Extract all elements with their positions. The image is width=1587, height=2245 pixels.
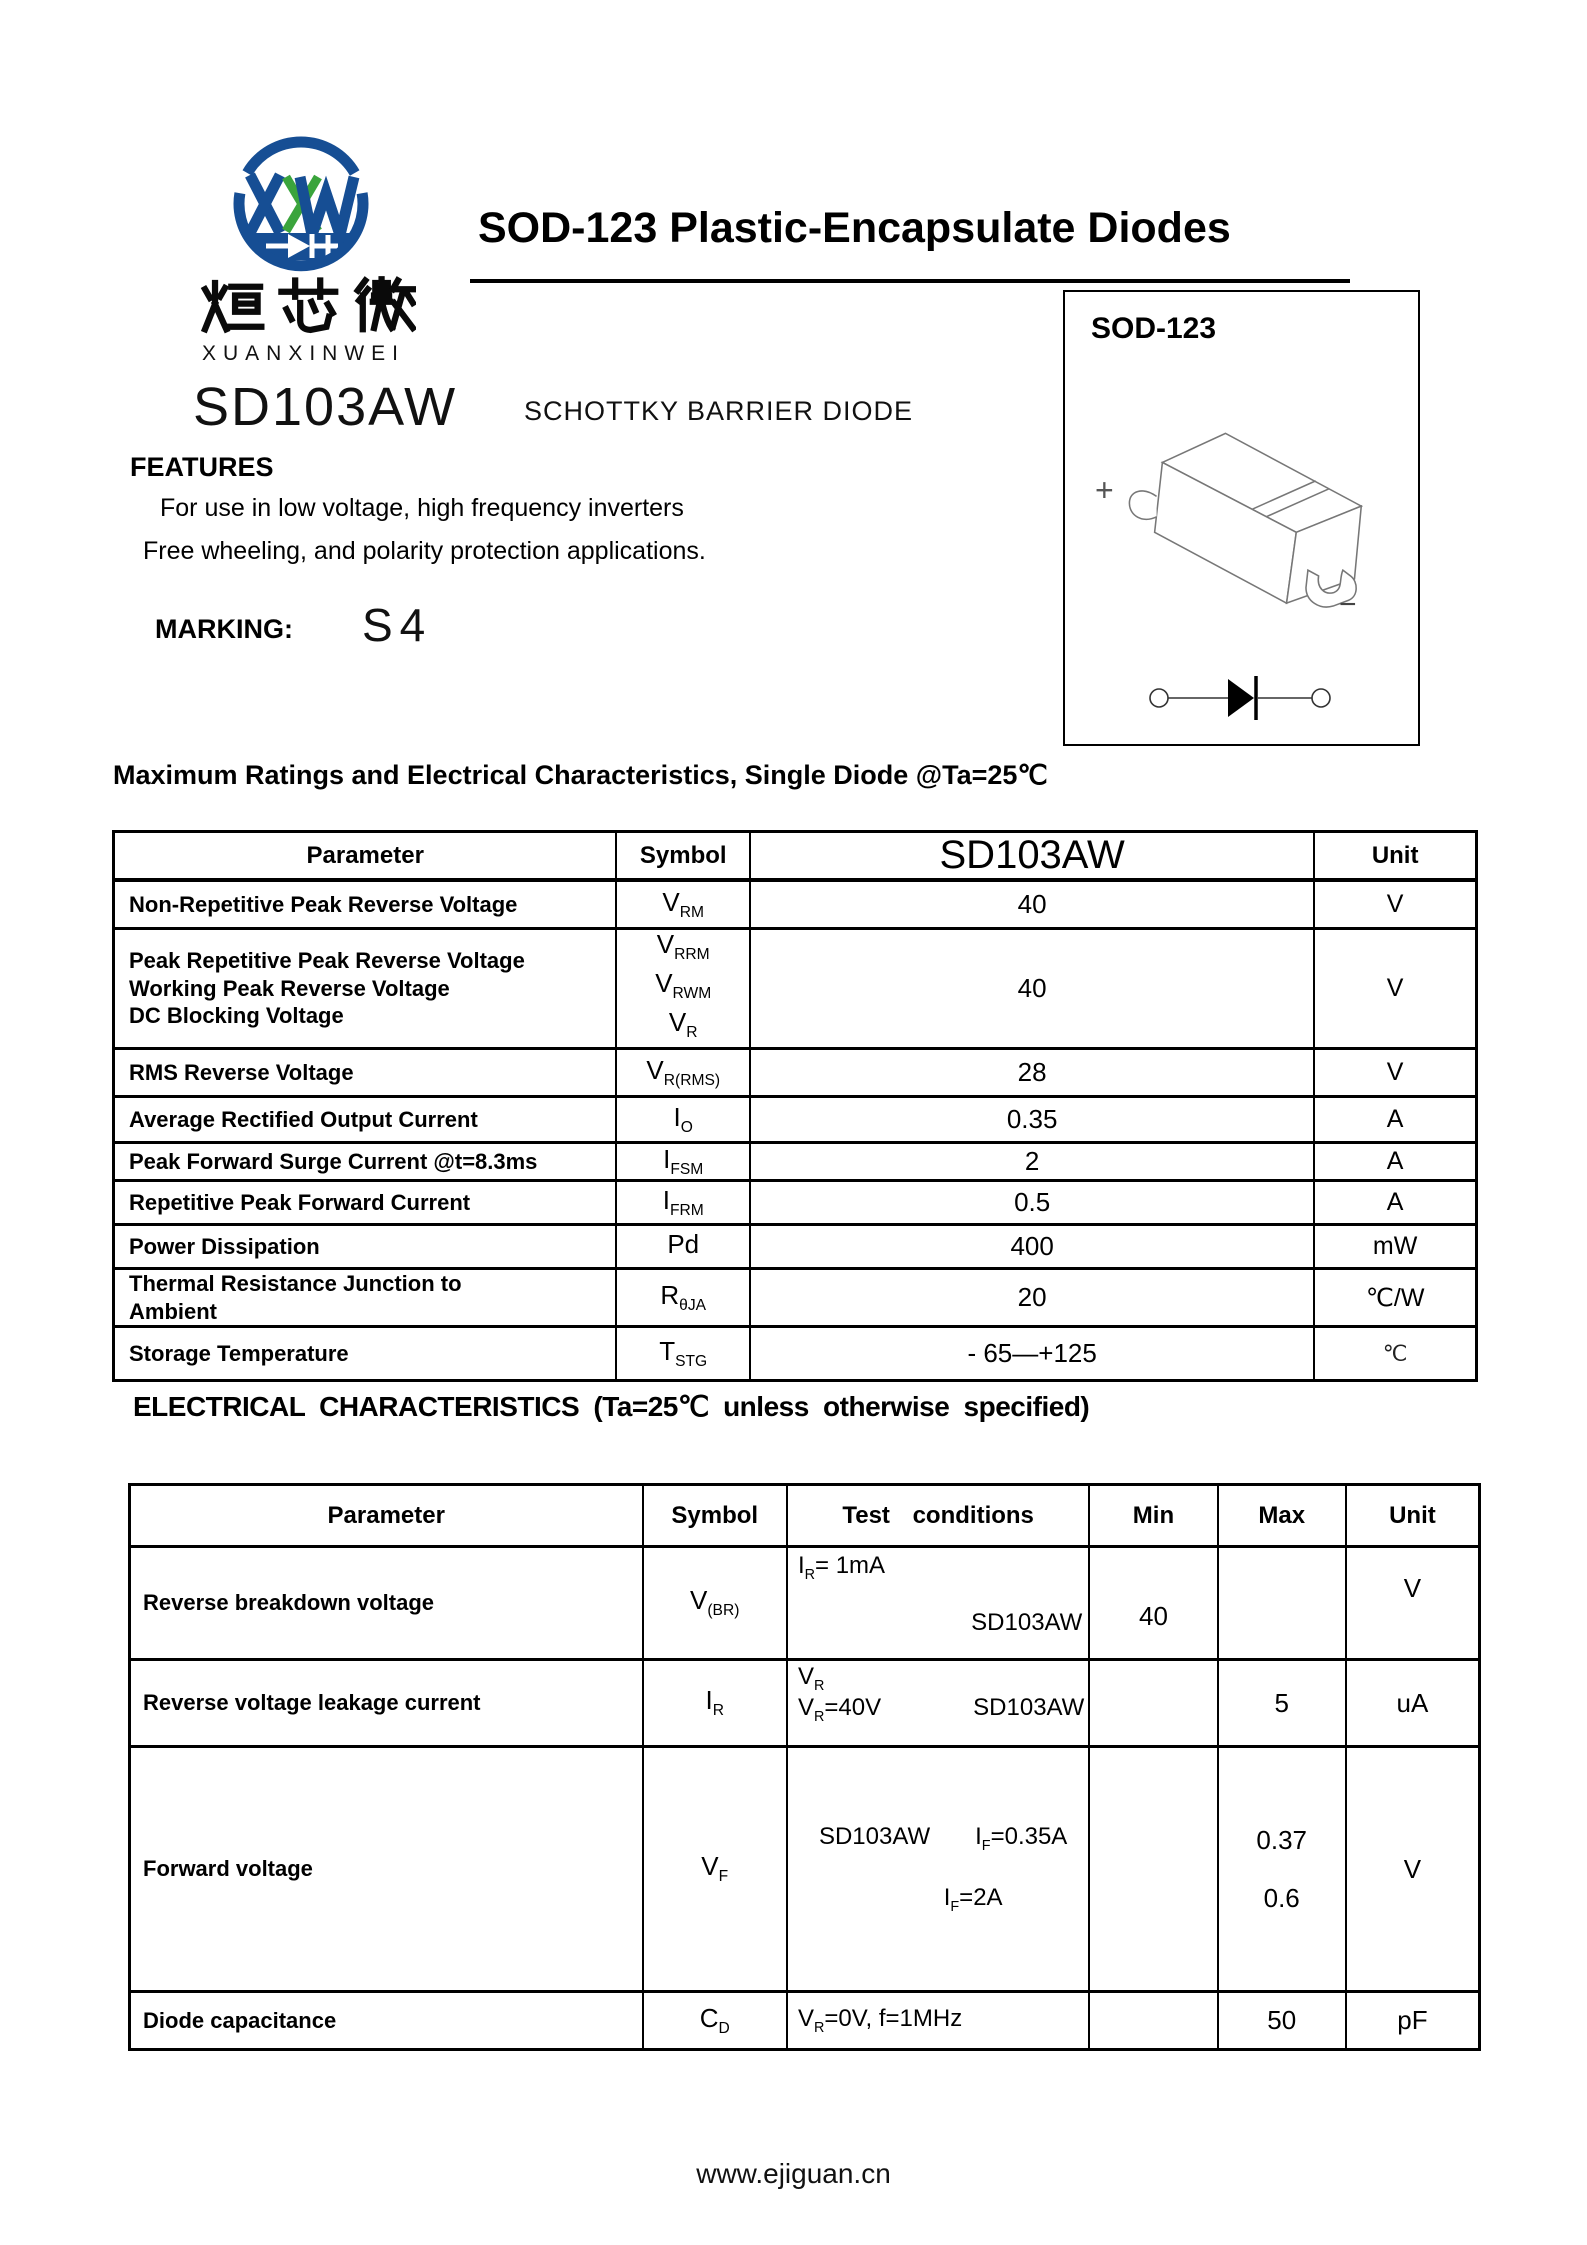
value-cell: 40 (750, 928, 1314, 1049)
symbol-base: V (662, 886, 680, 917)
symbol-cell (643, 1747, 787, 1992)
table-row (114, 1327, 1477, 1381)
symbol-cell (643, 1660, 787, 1747)
symbol-line (617, 1008, 749, 1047)
condition-model: SD103AW (818, 1823, 931, 1851)
unit-cell: pF (1346, 1992, 1480, 2050)
symbol-sub: O (680, 1119, 693, 1137)
value-cell: 40 (750, 880, 1314, 928)
symbol-cell (643, 1547, 787, 1660)
cond-expr (798, 1694, 881, 1725)
condition-line (798, 1548, 1088, 1583)
param-cell: Forward voltage (130, 1747, 643, 1992)
max-cell (1218, 1747, 1346, 1992)
unit-cell: V (1314, 928, 1476, 1049)
cond-sub: F (950, 1898, 960, 1915)
symbol-sub: R(RMS) (663, 1072, 721, 1090)
param-cell: Storage Temperature (114, 1327, 617, 1381)
table-row (114, 1143, 1477, 1181)
param-cell: Repetitive Peak Forward Current (114, 1181, 617, 1225)
symbol-cell (616, 1225, 750, 1269)
symbol-cell (616, 1097, 750, 1143)
symbol-cell (616, 880, 750, 928)
symbol-base: R (660, 1280, 680, 1311)
condition-model: SD103AW (973, 1693, 1085, 1721)
param-cell: Power Dissipation (114, 1225, 617, 1269)
symbol-sub: D (718, 2020, 730, 2038)
table-row (114, 880, 1477, 928)
param-line: Working Peak Reverse Voltage (129, 975, 450, 1001)
value-cell: 28 (750, 1049, 1314, 1097)
max-ratings-heading: Maximum Ratings and Electrical Characteristics, Single Diode @Ta=25℃ (113, 760, 1048, 790)
table-row (114, 1269, 1477, 1327)
part-number: SD103AW (193, 377, 458, 437)
symbol-sub: F (718, 1868, 729, 1886)
unit-cell: V (1346, 1747, 1480, 1992)
col-test-conditions: Test conditions (787, 1485, 1089, 1547)
company-logo (230, 133, 372, 280)
cond-sub: R (813, 1708, 825, 1725)
cond-base: I (943, 1884, 951, 1911)
symbol-base: I (705, 1685, 713, 1716)
max-cell: 50 (1218, 1992, 1346, 2050)
table-header-row (114, 832, 1477, 881)
symbol-base: T (659, 1336, 676, 1367)
param-line: Peak Repetitive Peak Reverse Voltage (129, 948, 525, 974)
param-cell: Reverse voltage leakage current (130, 1660, 643, 1747)
cond-sub: R (813, 2019, 825, 2036)
symbol-cell (616, 1269, 750, 1327)
title-underline (470, 279, 1350, 283)
table-row (130, 1992, 1480, 2050)
unit-cell: A (1314, 1143, 1476, 1181)
anode-lead (1129, 491, 1156, 519)
max-value: 0.37 (1256, 1825, 1307, 1855)
value-cell: 0.35 (750, 1097, 1314, 1143)
page-subtitle: SCHOTTKY BARRIER DIODE (524, 396, 914, 426)
symbol-cell (616, 1327, 750, 1381)
logo-letters (260, 160, 351, 205)
max-cell: 5 (1218, 1660, 1346, 1747)
elec-characteristics-table (128, 1483, 1481, 2051)
param-cell: Reverse breakdown voltage (130, 1547, 643, 1660)
max-ratings-table (112, 830, 1478, 1382)
cond-base: V (797, 2005, 814, 2033)
table-row (114, 1225, 1477, 1269)
unit-cell: V (1314, 880, 1476, 928)
param-cell (114, 928, 617, 1049)
col-symbol: Symbol (643, 1485, 787, 1547)
table-row (114, 1097, 1477, 1143)
symbol-sub: (BR) (707, 1602, 740, 1620)
symbol-cell (643, 1992, 787, 2050)
symbol-sub: R (712, 1702, 724, 1720)
symbol-base: V (656, 928, 675, 959)
test-conditions-cell (787, 1547, 1089, 1660)
table-row (130, 1547, 1480, 1660)
symbol-sub: θJA (679, 1297, 707, 1315)
condition-line (798, 1694, 1088, 1725)
col-parameter: Parameter (130, 1485, 643, 1547)
symbol-sub: R (686, 1024, 698, 1042)
cond-sub: R (813, 1677, 825, 1694)
table-row (114, 1049, 1477, 1097)
param-text: Thermal Resistance Junction to Ambient (129, 1271, 462, 1324)
symbol-line (617, 930, 749, 969)
symbol-base: I (673, 1101, 681, 1132)
symbol-base: Pd (667, 1229, 700, 1260)
min-cell (1089, 1992, 1217, 2050)
symbol-sub: RM (679, 903, 705, 921)
table-header-row (130, 1485, 1480, 1547)
test-conditions-cell (787, 1660, 1089, 1747)
table-row (130, 1660, 1480, 1747)
symbol-cell (616, 1181, 750, 1225)
cond-base: V (797, 1663, 814, 1690)
symbol-base: C (699, 2002, 719, 2033)
symbol-sub: FSM (670, 1161, 704, 1179)
param-cell: Peak Forward Surge Current @t=8.3ms (114, 1143, 617, 1181)
table-row (114, 928, 1477, 1049)
unit-cell: mW (1314, 1225, 1476, 1269)
marking-label: MARKING: (155, 614, 293, 644)
value-cell: 0.5 (750, 1181, 1314, 1225)
unit-cell: ℃/W (1314, 1269, 1476, 1327)
condition-line (798, 1823, 1088, 1854)
unit-cell: V (1346, 1547, 1480, 1660)
unit-cell: A (1314, 1097, 1476, 1143)
symbol-base: V (655, 967, 673, 998)
features-heading: FEATURES (130, 452, 274, 482)
value-cell: 2 (750, 1143, 1314, 1181)
col-part-number: SD103AW (750, 832, 1314, 881)
cond-rest: =40V (824, 1693, 882, 1721)
symbol-sub: STG (675, 1353, 708, 1371)
package-name: SOD-123 (1091, 312, 1217, 345)
condition-line (798, 1884, 1088, 1915)
symbol-base: I (663, 1144, 671, 1175)
param-cell: RMS Reverse Voltage (114, 1049, 617, 1097)
symbol-line (617, 969, 749, 1008)
symbol-base: I (662, 1185, 670, 1216)
elec-characteristics-heading: ELECTRICAL CHARACTERISTICS (Ta=25℃ unless otherwise specified) (133, 1391, 1090, 1422)
cond-sub: R (804, 1566, 816, 1583)
max-cell (1218, 1547, 1346, 1660)
col-symbol: Symbol (616, 832, 750, 881)
symbol-base: V (701, 1851, 719, 1882)
symbol-base: V (668, 1006, 687, 1037)
page-title: SOD-123 Plastic-Encapsulate Diodes (478, 204, 1231, 252)
param-cell: Average Rectified Output Current (114, 1097, 617, 1143)
symbol-cell (616, 1143, 750, 1181)
cond-rest: = 1mA (815, 1552, 886, 1579)
diode-symbol (1140, 664, 1390, 729)
symbol-cell (616, 1049, 750, 1097)
unit-cell: ℃ (1314, 1327, 1476, 1381)
feature-line: For use in low voltage, high frequency inverters (160, 494, 684, 522)
param-cell: Diode capacitance (130, 1992, 643, 2050)
param-line: DC Blocking Voltage (129, 1003, 344, 1029)
condition-model: SD103AW (971, 1608, 1083, 1636)
unit-cell: A (1314, 1181, 1476, 1225)
cond-rest: =2A (959, 1884, 1003, 1911)
min-cell (1089, 1660, 1217, 1747)
min-cell: 40 (1089, 1547, 1217, 1660)
symbol-sub: RWM (672, 984, 712, 1002)
value-cell: 400 (750, 1225, 1314, 1269)
package-box (1063, 290, 1420, 746)
cond-base: V (797, 1693, 814, 1721)
symbol-base: V (690, 1585, 708, 1616)
min-cell (1089, 1747, 1217, 1992)
table-row (130, 1747, 1480, 1992)
cond-rest: =0.35A (990, 1823, 1068, 1851)
anode-plus-mark: + (1095, 472, 1114, 508)
cond-expr (975, 1823, 1067, 1854)
unit-cell: uA (1346, 1660, 1480, 1747)
cond-rest: =0V, f=1MHz (824, 2005, 963, 2033)
condition-line (798, 1663, 1088, 1694)
table-row (114, 1181, 1477, 1225)
param-cell (114, 1269, 617, 1327)
col-unit: Unit (1346, 1485, 1480, 1547)
value-cell: - 65—+125 (750, 1327, 1314, 1381)
test-conditions-cell (787, 1992, 1089, 2050)
symbol-base: V (646, 1054, 664, 1085)
param-cell: Non-Repetitive Peak Reverse Voltage (114, 880, 617, 928)
unit-cell: V (1314, 1049, 1476, 1097)
symbol-sub: RRM (674, 945, 710, 963)
feature-line: Free wheeling, and polarity protection applications. (143, 537, 706, 565)
col-unit: Unit (1314, 832, 1476, 881)
symbol-cell (616, 928, 750, 1049)
max-value: 0.6 (1263, 1883, 1300, 1913)
cathode-minus-mark: − (1339, 588, 1357, 621)
col-max: Max (1218, 1485, 1346, 1547)
marking-value: S4 (362, 599, 433, 651)
col-parameter: Parameter (114, 832, 617, 881)
value-cell: 20 (750, 1269, 1314, 1327)
symbol-sub: FRM (669, 1202, 704, 1220)
cond-base: I (797, 1552, 805, 1579)
footer-url: www.ejiguan.cn (696, 2158, 891, 2189)
cond-base: I (975, 1823, 982, 1851)
col-min: Min (1089, 1485, 1217, 1547)
company-name-en: XUANXINWEI (202, 342, 406, 365)
cond-sub: F (981, 1838, 991, 1854)
test-conditions-cell (787, 1747, 1089, 1992)
